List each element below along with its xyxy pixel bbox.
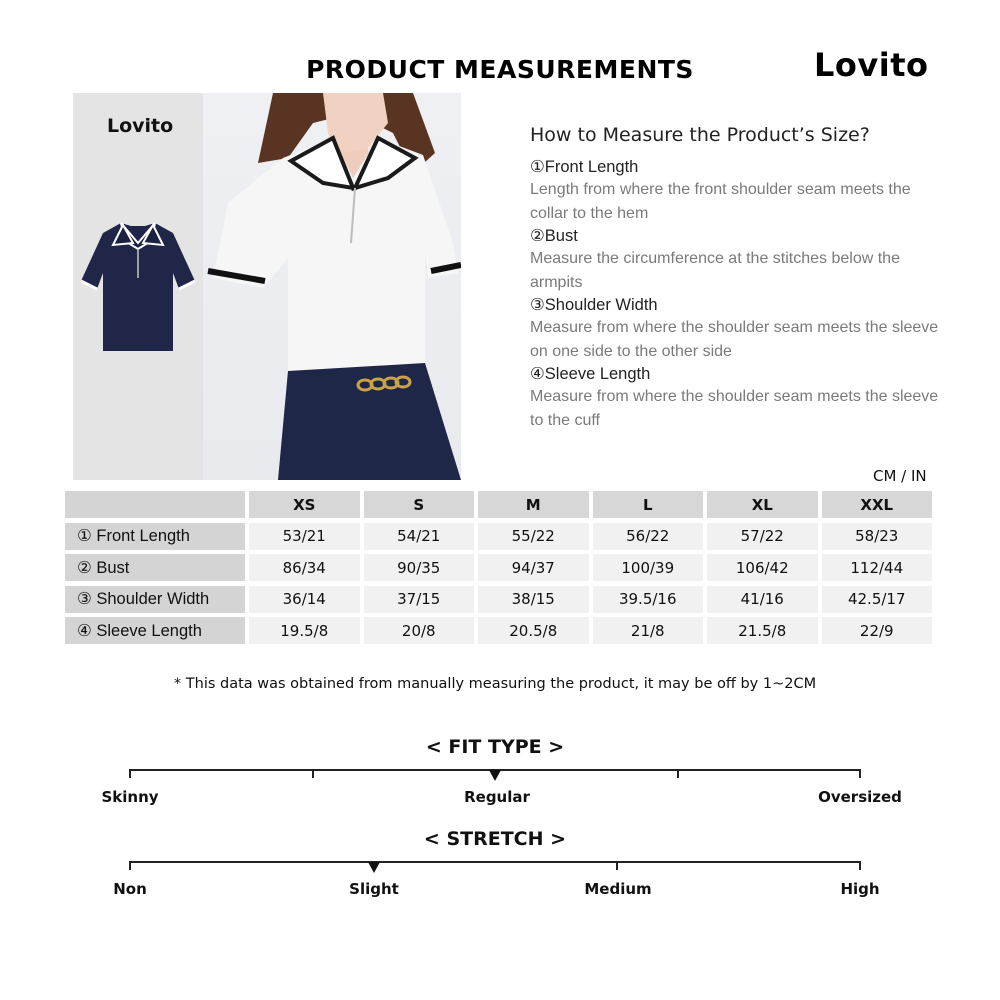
fit-tick [677, 769, 679, 778]
fit-selected-marker-icon [489, 770, 501, 781]
product-photo [73, 93, 461, 480]
fit-label-regular: Regular [464, 788, 530, 806]
page-title: PRODUCT MEASUREMENTS [306, 55, 694, 84]
brand-logo: Lovito [814, 46, 929, 84]
size-header: L [593, 491, 704, 518]
table-header-row [65, 491, 934, 518]
model-photo-panel [203, 93, 461, 480]
guide-item-desc: Measure from where the shoulder seam meets the sleeve to the cuff [530, 388, 939, 429]
table-cell: 21.5/8 [707, 617, 818, 644]
stretch-title: < STRETCH > [423, 828, 567, 850]
table-cell: 94/37 [478, 554, 589, 581]
size-header: XS [249, 491, 360, 518]
guide-item-label: ①Front Length [530, 158, 639, 176]
row-label: ④ Sleeve Length [65, 617, 245, 644]
table-row [65, 554, 934, 581]
measure-guide [530, 124, 950, 432]
size-header: XXL [822, 491, 933, 518]
table-cell: 90/35 [364, 554, 475, 581]
table-cell: 86/34 [249, 554, 360, 581]
stretch-selected-marker-icon [368, 862, 380, 873]
model-wearing-shirt-image [203, 93, 461, 480]
table-cell: 100/39 [593, 554, 704, 581]
stretch-label-high: High [840, 880, 880, 898]
stretch-label-non: Non [113, 880, 147, 898]
table-cell: 37/15 [364, 586, 475, 613]
table-cell: 39.5/16 [593, 586, 704, 613]
fit-type-title: < FIT TYPE > [425, 736, 565, 758]
table-cell: 22/9 [822, 617, 933, 644]
table-cell: 112/44 [822, 554, 933, 581]
guide-item-front-length [530, 156, 950, 225]
table-cell: 20/8 [364, 617, 475, 644]
table-cell: 55/22 [478, 523, 589, 550]
guide-item-desc: Measure the circumference at the stitches below the armpits [530, 250, 900, 291]
table-row [65, 617, 934, 644]
fit-tick [129, 769, 131, 778]
table-cell: 106/42 [707, 554, 818, 581]
table-cell: 21/8 [593, 617, 704, 644]
measurement-disclaimer: * This data was obtained from manually measuring the product, it may be off by 1~2CM [173, 676, 817, 692]
fit-tick [312, 769, 314, 778]
unit-label: CM / IN [873, 467, 927, 485]
stretch-tick [616, 861, 618, 870]
table-row [65, 586, 934, 613]
guide-item-sleeve-length [530, 363, 950, 432]
stretch-label-slight: Slight [349, 880, 399, 898]
table-cell: 58/23 [822, 523, 933, 550]
guide-item-shoulder-width [530, 294, 950, 363]
guide-item-label: ②Bust [530, 227, 578, 245]
table-cell: 38/15 [478, 586, 589, 613]
stretch-scale-line [130, 861, 861, 863]
table-cell: 57/22 [707, 523, 818, 550]
table-cell: 20.5/8 [478, 617, 589, 644]
fit-tick [859, 769, 861, 778]
navy-polo-shirt-image [73, 93, 203, 480]
table-cell: 53/21 [249, 523, 360, 550]
row-label: ② Bust [65, 554, 245, 581]
guide-item-desc: Measure from where the shoulder seam meets the sleeve on one side to the other side [530, 319, 939, 360]
guide-item-desc: Length from where the front shoulder seam meets the collar to the hem [530, 181, 911, 222]
size-header: S [364, 491, 475, 518]
size-table [65, 491, 934, 649]
guide-item-label: ④Sleeve Length [530, 365, 651, 383]
flat-lay-panel [73, 93, 203, 480]
stretch-label-medium: Medium [584, 880, 652, 898]
table-cell: 54/21 [364, 523, 475, 550]
row-label: ③ Shoulder Width [65, 586, 245, 613]
guide-item-bust [530, 225, 950, 294]
guide-item-label: ③Shoulder Width [530, 296, 658, 314]
table-cell: 41/16 [707, 586, 818, 613]
stretch-tick [859, 861, 861, 870]
stretch-tick [129, 861, 131, 870]
table-cell: 36/14 [249, 586, 360, 613]
photo-brand-label: Lovito [107, 115, 174, 137]
table-cell: 42.5/17 [822, 586, 933, 613]
table-row [65, 523, 934, 550]
size-header: XL [707, 491, 818, 518]
table-cell: 19.5/8 [249, 617, 360, 644]
fit-label-skinny: Skinny [101, 788, 159, 806]
table-cell: 56/22 [593, 523, 704, 550]
guide-title: How to Measure the Product’s Size? [530, 124, 870, 146]
fit-label-oversized: Oversized [818, 788, 902, 806]
row-label: ① Front Length [65, 523, 245, 550]
size-header: M [478, 491, 589, 518]
table-corner-cell [65, 491, 245, 518]
